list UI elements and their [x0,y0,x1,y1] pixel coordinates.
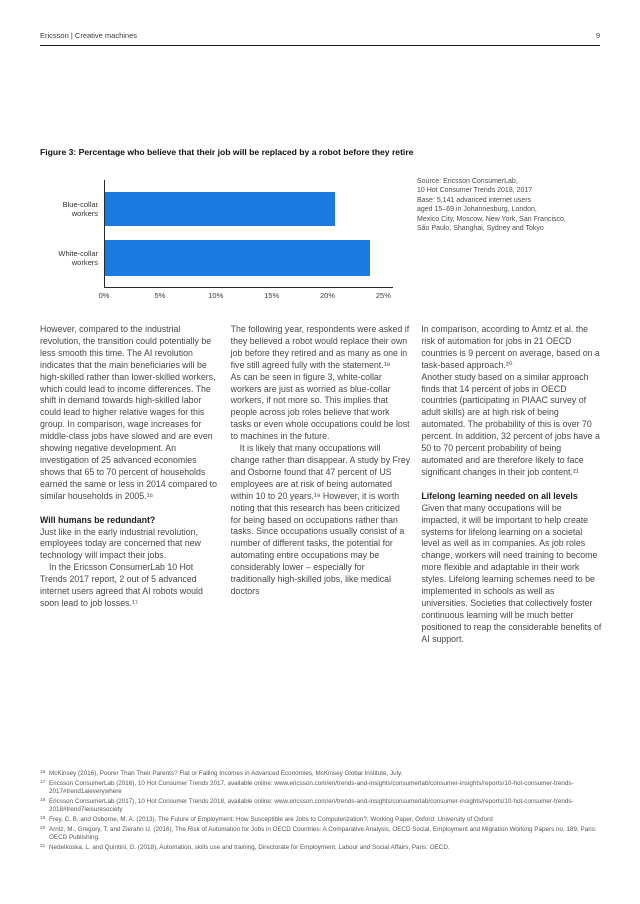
body-columns [40,324,602,646]
footnote-text: Arntz, M., Gregory, T. and Zierahn U. (2016), The Risk of Automation for Jobs in OECD Countries: A Comparative Analysis, OECD Social, Employment and Migration Working Papers no. 189, Paris: OECD Publishing. [49,825,597,842]
source-line: Source: Ericsson ConsumerLab, [417,178,518,185]
bar-row [105,192,393,226]
page-number: 9 [595,31,600,40]
x-tick-label: 0% [98,291,110,300]
footnote [40,816,602,825]
paragraph: In comparison, according to Arntz et al. the risk of automation for jobs in 21 OECD countries is 9 percent on average, based on a task-based approach.²⁰ [421,324,600,370]
footnote-marker: 21 [40,843,46,849]
footnote-text: Ericsson ConsumerLab (2017), 10 Hot Consumer Trends 2018, available online: www.ericsson.com/en/trends-and-insights/consumerlab/consumer-insights/reports/10-hot-consumer-trends-2018#trend7leisuresociety [49,797,574,814]
footnote [40,780,602,797]
category-label: White-collar workers [58,248,98,267]
footnote-marker: 17 [40,779,46,785]
footnote [40,844,602,853]
body-column-1 [40,324,221,646]
x-tick-label: 10% [208,291,224,300]
footnote [40,798,602,815]
paragraph: In the Ericsson ConsumerLab 10 Hot Trends 2017 report, 2 out of 5 advanced internet users agreed that AI robots would soon lead to job losses.¹⁷ [40,562,203,608]
chart-source-note [417,177,602,233]
chart-x-axis [98,291,392,303]
figure-title: Figure 3: Percentage who believe that their job will be replaced by a robot before they retire [40,147,414,157]
paragraph: Given that many occupations will be impacted, it will be important to help create systems for lifelong learning on a societal level as well as in companies. As job roles change, workers will need training to become more flexible and adaptable in their work styles. Lifelong learning schemes need to be implemented in schools as well as universities. Societies that collectively foster continuous learning will be much better positioned to reap the considerable benefits of AI support. [421,502,602,644]
section-heading: Will humans be redundant? [40,514,156,525]
bar-row [105,240,393,276]
footnote-text: Frey, C. B. and Osborne, M. A. (2013), The Future of Employment: How Susceptible are Jobs to Computerization?, Working Paper, Oxford: University of Oxford [49,815,493,823]
paragraph: Just like in the early industrial revolution, employees today are concerned that new technology will impact their jobs. [40,526,201,561]
bar-white-collar-workers [105,240,370,276]
source-line: Base: 5,141 advanced internet users [417,196,532,204]
footnotes [40,770,602,853]
brand-name: Ericsson [40,31,69,40]
footnote [40,770,602,779]
source-line: aged 15–69 in Johannesburg, London, [417,206,537,214]
paragraph: It is likely that many occupations will change rather than disappear. A study by Frey and Osborne found that 47 percent of US employees are at risk of being automated within 10 to 20 years.¹⁹ However, it is worth noting that this research has been criticized for being based on occupations rather than tasks. Since occupations usually consist of a number of different tasks, the potential for automating entire occupations may be considerably lower – especially for traditionally high-skilled jobs, like medical doctors [230,443,411,596]
category-label: Blue-collar workers [62,199,98,218]
x-tick-label: 15% [264,291,280,300]
footnote-text: Ericsson ConsumerLab (2016), 10 Hot Consumer Trends 2017, available online: www.ericsson.com/en/trends-and-insights/consumerlab/consumer-insights/reports/10-hot-consumer-trends-2017#trend1aieverywhere [49,779,574,796]
body-column-3 [421,324,602,646]
footnote-marker: 19 [40,815,46,821]
chart-plot-area [104,180,393,288]
source-line: 10 Hot Consumer Trends 2018, 2017 [417,187,533,195]
bar-chart [40,172,396,302]
paragraph: The following year, respondents were asked if they believed a robot would replace their own job before they retired and as many as one in five still agreed fully with the statement.¹⁸ [230,324,410,370]
footnote-text: McKinsey (2016), Poorer Than Their Parents? Flat or Falling Incomes in Advanced Economies, McKinsey Global Institute, July. [49,770,403,777]
document-title: Creative machines [74,31,138,40]
header-separator: | [70,31,73,40]
bar-blue-collar-workers [105,192,335,226]
footnote-marker: 18 [40,797,46,803]
paragraph: Another study based on a similar approach finds that 14 percent of jobs in OECD countries (participating in PIAAC survey of adult skills) are at high risk of being automated. The probability of this is over 70 percent. In addition, 32 percent of jobs have a 50 to 70 percent probability of being automated and are therefore likely to face significant changes in their job content.²¹ [421,371,600,477]
source-line: Mexico City, Moscow, New York, San Francisco, [417,215,566,223]
x-tick-label: 5% [154,291,166,300]
x-tick-label: 20% [319,291,335,300]
header-divider [40,45,600,46]
footnote [40,826,602,843]
page-header [40,31,600,40]
paragraph: However, compared to the industrial revolution, the transition could potentially be less smooth this time. The AI revolution indicates that the main beneficiaries will be high-skilled rather than lower-skilled workers, which could lead to income differences. The shift in demand towards high-skilled labor could lead to higher relative wages for this group. In comparison, wage increases for middle-class jobs have slowed and are even showing negative development. An investigation of 25 advanced economies shows that 65 to 70 percent of households earned the same or less in 2014 compared to similar households in 2005.¹⁶ [40,324,218,501]
footnote-marker: 16 [40,770,46,775]
body-column-2 [231,324,412,646]
footnote-text: Nedelkoska, L. and Quintini, G. (2018), Automation, skills use and training, Directorate for Employment, Labour and Social Affairs, Paris: OECD. [49,843,450,851]
section-heading: Lifelong learning needed on all levels [421,490,578,501]
footnote-marker: 20 [40,825,46,831]
x-tick-label: 25% [375,291,391,300]
paragraph: As can be seen in figure 3, white-collar workers are just as worried as blue-collar workers, if not more so. This implies that people across job roles believe that work tasks or even whole occupations could be lost to machines in the future. [230,371,410,442]
source-line: São Paulo, Shanghai, Sydney and Tokyo [417,225,544,233]
